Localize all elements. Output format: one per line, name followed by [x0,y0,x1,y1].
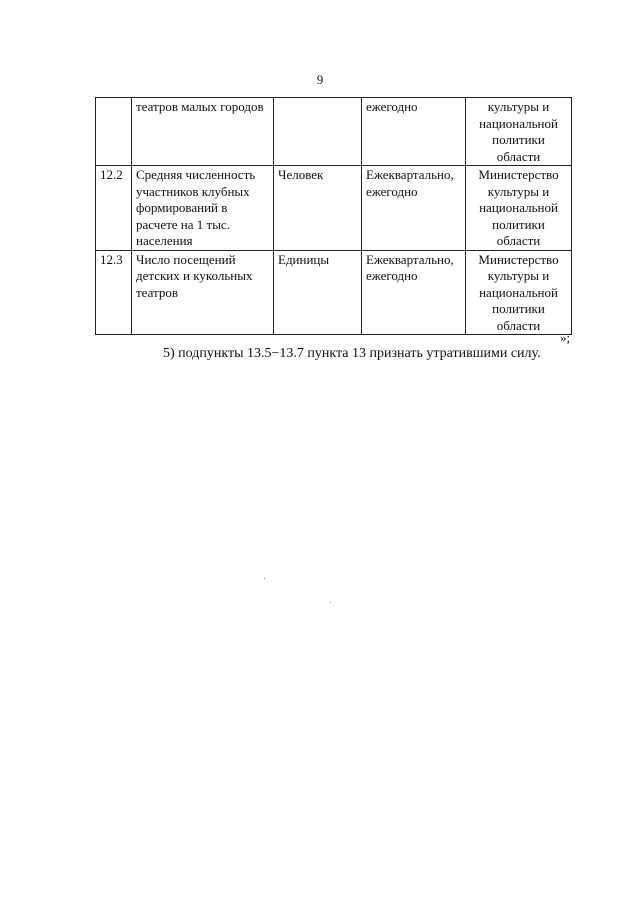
scan-speck [264,578,265,579]
indicator-name-cell: Средняя численность участников клубных формирований в расчете на 1 тыс. населения [132,166,274,251]
table-row [96,250,572,335]
unit-cell [274,98,362,166]
list-item: 5) подпункты 13.5−13.7 пункта 13 признать утратившими силу. [163,346,541,361]
responsible-cell: Министерство культуры и национальной политики области [466,250,572,335]
period-cell: ежегодно [362,98,466,166]
closing-quote: »; [560,330,571,345]
period-cell: Ежеквартально, ежегодно [362,166,466,251]
scan-speck [330,602,331,603]
unit-cell: Единицы [274,250,362,335]
unit-cell: Человек [274,166,362,251]
indicators-table [95,97,572,335]
table-row [96,98,572,166]
responsible-cell: Министерство культуры и национальной политики области [466,166,572,251]
indicator-name-cell: Число посещений детских и кукольных театров [132,250,274,335]
row-number-cell [96,98,132,166]
table-row [96,166,572,251]
row-number-cell: 12.2 [96,166,132,251]
row-number-cell: 12.3 [96,250,132,335]
indicator-name-cell: театров малых городов [132,98,274,166]
responsible-cell: культуры и национальной политики области [466,98,572,166]
page-number: 9 [316,72,324,87]
period-cell: Ежеквартально, ежегодно [362,250,466,335]
